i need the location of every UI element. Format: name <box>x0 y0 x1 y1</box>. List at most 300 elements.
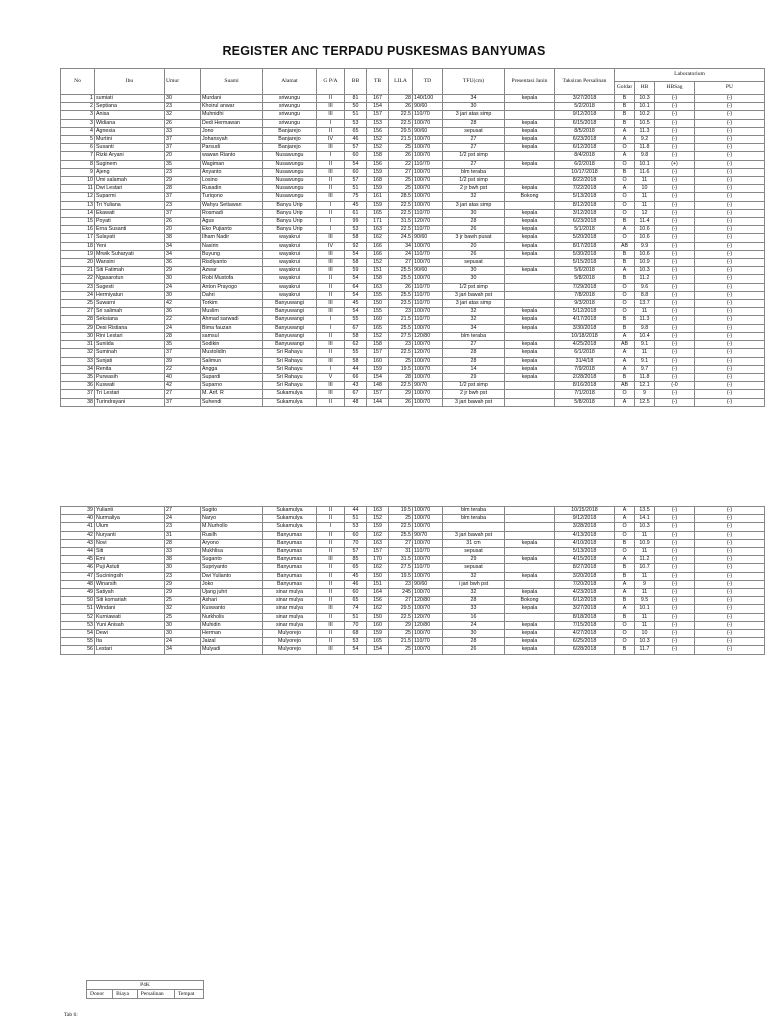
cell-lila: 27 <box>389 539 413 547</box>
cell-taksiran: 6/12/2018 <box>555 144 615 152</box>
cell-tfu: blm teraba <box>443 168 505 176</box>
cell-goldar: A <box>615 332 635 340</box>
cell-pu: (-) <box>695 168 765 176</box>
cell-lila: 22.5 <box>389 613 413 621</box>
cell-bb: 62 <box>345 341 367 349</box>
table-row <box>61 589 765 597</box>
cell-td: 100/70 <box>413 193 443 201</box>
cell-umur: 24 <box>165 283 201 291</box>
cell-alamat: Banyumas <box>263 531 317 539</box>
p4k-table <box>86 980 204 999</box>
cell-bb: 66 <box>345 373 367 381</box>
cell-hb: 10.3 <box>635 523 655 531</box>
cell-tfu: 30 <box>443 630 505 638</box>
cell-taksiran: 4/13/2018 <box>555 531 615 539</box>
cell-tfu: sepusat <box>443 548 505 556</box>
cell-tb: 162 <box>367 564 389 572</box>
cell-bb: 51 <box>345 515 367 523</box>
cell-taksiran: 5/13/2018 <box>555 193 615 201</box>
cell-pu: (-) <box>695 597 765 605</box>
cell-bb: 48 <box>345 398 367 406</box>
cell-taksiran: 7/22/2018 <box>555 185 615 193</box>
cell-hb: 10.2 <box>635 111 655 119</box>
register-rows-part-1 <box>61 95 765 407</box>
cell-presentasi <box>505 152 555 160</box>
cell-tb: 150 <box>367 300 389 308</box>
cell-lila: 25 <box>389 646 413 654</box>
cell-hbsag: (-) <box>655 515 695 523</box>
header-td: TD <box>413 69 443 95</box>
cell-td: 100/70 <box>413 185 443 193</box>
cell-gpa: I <box>317 324 345 332</box>
cell-goldar: AB <box>615 341 635 349</box>
cell-gpa: III <box>317 193 345 201</box>
cell-lila: 22.5 <box>389 523 413 531</box>
cell-alamat: Banyuwangi <box>263 300 317 308</box>
cell-gpa: II <box>317 291 345 299</box>
header-no: No <box>61 69 95 95</box>
cell-alamat: Banyumas <box>263 572 317 580</box>
cell-no: 44 <box>61 548 95 556</box>
cell-lila: 25 <box>389 144 413 152</box>
cell-goldar: O <box>615 548 635 556</box>
cell-umur: 22 <box>165 365 201 373</box>
cell-suami: wawan Rianto <box>201 152 263 160</box>
cell-td: 100/70 <box>413 630 443 638</box>
cell-lila: 21.5 <box>389 136 413 144</box>
cell-bb: 51 <box>345 613 367 621</box>
cell-no: 21 <box>61 267 95 275</box>
cell-hb: 12.5 <box>635 398 655 406</box>
cell-hbsag: (-) <box>655 201 695 209</box>
cell-td: 110/70 <box>413 300 443 308</box>
cell-pu: (-) <box>695 638 765 646</box>
cell-bb: 55 <box>345 349 367 357</box>
cell-suami: Kuswanto <box>201 605 263 613</box>
cell-pu: (-) <box>695 275 765 283</box>
cell-ibu: Siti Fatimah <box>95 267 165 275</box>
cell-alamat: wayakrui <box>263 242 317 250</box>
cell-td: 110/70 <box>413 226 443 234</box>
cell-pu: (-) <box>695 580 765 588</box>
cell-hbsag: (-) <box>655 209 695 217</box>
cell-umur: 29 <box>165 580 201 588</box>
cell-presentasi: kepala <box>505 185 555 193</box>
cell-bb: 57 <box>345 144 367 152</box>
cell-tb: 157 <box>367 349 389 357</box>
cell-pu: (-) <box>695 539 765 547</box>
cell-umur: 32 <box>165 111 201 119</box>
cell-ibu: Erna Susanti <box>95 226 165 234</box>
cell-lila: 27.5 <box>389 564 413 572</box>
cell-bb: 53 <box>345 523 367 531</box>
cell-hbsag: (-) <box>655 127 695 135</box>
cell-presentasi: kepala <box>505 539 555 547</box>
cell-umur: 27 <box>165 390 201 398</box>
cell-presentasi <box>505 332 555 340</box>
cell-tb: 156 <box>367 597 389 605</box>
cell-gpa: IV <box>317 136 345 144</box>
cell-suami: Agus <box>201 218 263 226</box>
cell-presentasi <box>505 275 555 283</box>
cell-hb: 10.5 <box>635 119 655 127</box>
cell-lila: 25.5 <box>389 324 413 332</box>
cell-umur: 36 <box>165 308 201 316</box>
cell-goldar: O <box>615 193 635 201</box>
cell-pu: (-) <box>695 160 765 168</box>
cell-presentasi <box>505 382 555 390</box>
cell-gpa: III <box>317 144 345 152</box>
cell-umur: 26 <box>165 218 201 226</box>
cell-lila: 22.5 <box>389 119 413 127</box>
cell-td: 110/70 <box>413 250 443 258</box>
cell-pu: (-) <box>695 308 765 316</box>
cell-suami: samsul <box>201 332 263 340</box>
cell-hbsag: (-) <box>655 324 695 332</box>
cell-ibu: Ulum <box>95 523 165 531</box>
cell-alamat: Banyuwangi <box>263 324 317 332</box>
cell-hbsag: (-) <box>655 218 695 226</box>
cell-umur: 37 <box>165 193 201 201</box>
cell-tb: 162 <box>367 531 389 539</box>
cell-lila: 23.5 <box>389 300 413 308</box>
cell-alamat: Nusawungu <box>263 185 317 193</box>
tab-label: Tab 6: <box>64 1012 78 1018</box>
cell-no: 15 <box>61 218 95 226</box>
cell-lila: 25 <box>389 185 413 193</box>
cell-lila: 26 <box>389 103 413 111</box>
table-row <box>61 357 765 365</box>
cell-tb: 150 <box>367 613 389 621</box>
cell-ibu: Yeni <box>95 242 165 250</box>
cell-umur: 35 <box>165 341 201 349</box>
cell-pu: (-) <box>695 556 765 564</box>
cell-umur: 24 <box>165 515 201 523</box>
cell-alamat: wayakrui <box>263 259 317 267</box>
table-row <box>61 234 765 242</box>
cell-lila: 22.5 <box>389 382 413 390</box>
cell-suami: Rusadin <box>201 185 263 193</box>
cell-taksiran: 10/17/2018 <box>555 168 615 176</box>
cell-tfu: 28 <box>443 357 505 365</box>
cell-umur: 34 <box>165 242 201 250</box>
cell-alamat: Banyuwangi <box>263 332 317 340</box>
cell-gpa: III <box>317 267 345 275</box>
cell-alamat: wayakrui <box>263 267 317 275</box>
cell-hb: 10.1 <box>635 103 655 111</box>
table-row <box>61 621 765 629</box>
cell-hb: 11.8 <box>635 373 655 381</box>
cell-ibu: Nuryanti <box>95 531 165 539</box>
cell-taksiran: 6/15/2018 <box>555 119 615 127</box>
cell-ibu: Siti <box>95 548 165 556</box>
cell-tfu: 26 <box>443 250 505 258</box>
cell-taksiran: 5/6/2018 <box>555 267 615 275</box>
cell-hb: 11 <box>635 308 655 316</box>
table-row <box>61 630 765 638</box>
cell-presentasi: kepala <box>505 119 555 127</box>
cell-alamat: wayakrui <box>263 250 317 258</box>
cell-hb: 14.1 <box>635 515 655 523</box>
header-bb: BB <box>345 69 367 95</box>
cell-tb: 160 <box>367 621 389 629</box>
cell-taksiran: 6/25/2018 <box>555 638 615 646</box>
cell-alamat: Banyumas <box>263 564 317 572</box>
cell-ibu: Suminah <box>95 349 165 357</box>
cell-alamat: Banyu Urip <box>263 218 317 226</box>
cell-hbsag: (-) <box>655 630 695 638</box>
cell-pu: (-) <box>695 185 765 193</box>
cell-ibu: Windani <box>95 605 165 613</box>
cell-suami: Azwar <box>201 267 263 275</box>
cell-alamat: Sri Rahayu <box>263 373 317 381</box>
cell-no: 49 <box>61 589 95 597</box>
cell-hbsag: (-) <box>655 259 695 267</box>
cell-presentasi: kepala <box>505 308 555 316</box>
cell-lila: 23 <box>389 308 413 316</box>
cell-gpa: II <box>317 572 345 580</box>
cell-tfu: 32 <box>443 589 505 597</box>
cell-no: 5 <box>61 136 95 144</box>
cell-no: 39 <box>61 507 95 515</box>
cell-pu: (-) <box>695 259 765 267</box>
cell-gpa: III <box>317 103 345 111</box>
cell-goldar: A <box>615 605 635 613</box>
cell-tfu: 34 <box>443 324 505 332</box>
header-umur: Umur <box>165 69 201 95</box>
cell-no: 13 <box>61 201 95 209</box>
cell-ibu: Dwi Lestari <box>95 185 165 193</box>
cell-taksiran: 5/13/2018 <box>555 548 615 556</box>
cell-tfu: blm teraba <box>443 515 505 523</box>
cell-gpa: V <box>317 373 345 381</box>
cell-presentasi <box>505 111 555 119</box>
cell-goldar: O <box>615 144 635 152</box>
cell-alamat: wayakrui <box>263 291 317 299</box>
cell-alamat: sinar mulya <box>263 605 317 613</box>
cell-hb: 12 <box>635 209 655 217</box>
cell-bb: 85 <box>345 556 367 564</box>
cell-td: 90/60 <box>413 103 443 111</box>
cell-hbsag: (-) <box>655 103 695 111</box>
cell-hbsag: (-) <box>655 349 695 357</box>
cell-ibu: Ngasarotun <box>95 275 165 283</box>
header-suami: Suami <box>201 69 263 95</box>
cell-tb: 157 <box>367 111 389 119</box>
cell-no: 3 <box>61 119 95 127</box>
cell-lila: 34 <box>389 242 413 250</box>
cell-tfu: 28 <box>443 638 505 646</box>
cell-td: 110/70 <box>413 638 443 646</box>
cell-hbsag: (-) <box>655 365 695 373</box>
cell-suami: Risdiyanto <box>201 259 263 267</box>
table-row <box>61 349 765 357</box>
cell-bb: 65 <box>345 597 367 605</box>
cell-taksiran: 6/23/2018 <box>555 218 615 226</box>
cell-hbsag: (-) <box>655 300 695 308</box>
cell-td: 110/70 <box>413 548 443 556</box>
table-row <box>61 242 765 250</box>
cell-presentasi: kepala <box>505 316 555 324</box>
cell-pu: (-) <box>695 548 765 556</box>
cell-ibu: Sunjati <box>95 357 165 365</box>
cell-pu: (-) <box>695 218 765 226</box>
cell-lila: 19.5 <box>389 365 413 373</box>
table-row <box>61 539 765 547</box>
table-row <box>61 259 765 267</box>
cell-presentasi: kepala <box>505 209 555 217</box>
cell-td: 100/70 <box>413 523 443 531</box>
cell-umur: 23 <box>165 523 201 531</box>
cell-suami: Salimun <box>201 357 263 365</box>
cell-bb: 45 <box>345 300 367 308</box>
table-row <box>61 316 765 324</box>
cell-goldar: A <box>615 556 635 564</box>
cell-taksiran: 6/2/2018 <box>555 160 615 168</box>
cell-bb: 92 <box>345 242 367 250</box>
cell-umur: 30 <box>165 275 201 283</box>
cell-umur: 34 <box>165 250 201 258</box>
cell-tfu: 30 <box>443 267 505 275</box>
cell-tb: 153 <box>367 119 389 127</box>
cell-gpa: I <box>317 119 345 127</box>
cell-presentasi <box>505 564 555 572</box>
cell-alamat: Sri Rahayu <box>263 365 317 373</box>
cell-taksiran: 8/18/2018 <box>555 613 615 621</box>
cell-hbsag: (-) <box>655 308 695 316</box>
cell-alamat: Sukamulya <box>263 390 317 398</box>
cell-presentasi: kepala <box>505 646 555 654</box>
cell-no: 23 <box>61 283 95 291</box>
cell-goldar: O <box>615 291 635 299</box>
cell-td: 110/70 <box>413 316 443 324</box>
cell-goldar: A <box>615 136 635 144</box>
table-row <box>61 324 765 332</box>
cell-tfu: 3 jari atas simp <box>443 111 505 119</box>
cell-suami: Anton Prayogo <box>201 283 263 291</box>
cell-goldar: AB <box>615 242 635 250</box>
cell-pu: (-) <box>695 373 765 381</box>
cell-lila: 29.5 <box>389 605 413 613</box>
cell-umur: 23 <box>165 201 201 209</box>
cell-taksiran: 9/12/2018 <box>555 111 615 119</box>
cell-tb: 165 <box>367 638 389 646</box>
header-tfu: TFU(cm) <box>443 69 505 95</box>
cell-hbsag: (-) <box>655 250 695 258</box>
cell-tfu: sepusat <box>443 564 505 572</box>
cell-umur: 22 <box>165 316 201 324</box>
cell-umur: 32 <box>165 605 201 613</box>
cell-ibu: Suginem <box>95 160 165 168</box>
cell-hbsag: (-) <box>655 373 695 381</box>
table-row <box>61 144 765 152</box>
cell-no: 25 <box>61 300 95 308</box>
cell-ibu: Sugesti <box>95 283 165 291</box>
cell-taksiran: 6/28/2018 <box>555 646 615 654</box>
cell-goldar: B <box>615 539 635 547</box>
cell-lila: 25.5 <box>389 267 413 275</box>
cell-suami: Herman <box>201 630 263 638</box>
cell-tfu: 2 jr bwh pst <box>443 390 505 398</box>
cell-pu: (-) <box>695 523 765 531</box>
cell-pu: (-) <box>695 564 765 572</box>
cell-lila: 31.5 <box>389 218 413 226</box>
cell-gpa: II <box>317 275 345 283</box>
cell-pu: (-) <box>695 589 765 597</box>
cell-no: 35 <box>61 373 95 381</box>
cell-td: 100/70 <box>413 242 443 250</box>
cell-hb: 11.2 <box>635 275 655 283</box>
cell-gpa: II <box>317 597 345 605</box>
cell-presentasi <box>505 259 555 267</box>
cell-no: 12 <box>61 193 95 201</box>
anc-register-table <box>60 68 765 407</box>
cell-hbsag: (-) <box>655 185 695 193</box>
cell-pu: (-) <box>695 283 765 291</box>
cell-hb: 10 <box>635 185 655 193</box>
cell-bb: 54 <box>345 250 367 258</box>
cell-lila: 26 <box>389 152 413 160</box>
cell-alamat: sinar mulya <box>263 613 317 621</box>
cell-goldar: A <box>615 515 635 523</box>
cell-suami: Mukhlisa <box>201 548 263 556</box>
cell-ibu: Mrwik Suharyati <box>95 250 165 258</box>
cell-taksiran: 10/15/2018 <box>555 507 615 515</box>
cell-suami: Suhendi <box>201 398 263 406</box>
table-row <box>61 136 765 144</box>
cell-ibu: Tri Yuliana <box>95 201 165 209</box>
cell-hb: 10.9 <box>635 259 655 267</box>
cell-td: 100/70 <box>413 275 443 283</box>
cell-suami: Ashari <box>201 597 263 605</box>
header-alamat: Alamat <box>263 69 317 95</box>
cell-hb: 9.6 <box>635 283 655 291</box>
cell-tfu: 28 <box>443 349 505 357</box>
cell-gpa: I <box>317 152 345 160</box>
table-row <box>61 382 765 390</box>
cell-lila: 29 <box>389 390 413 398</box>
cell-taksiran: 5/8/2018 <box>555 398 615 406</box>
table-row <box>61 572 765 580</box>
cell-tfu: sepusat <box>443 259 505 267</box>
cell-no: 29 <box>61 324 95 332</box>
cell-pu: (-) <box>695 300 765 308</box>
cell-pu: (-) <box>695 507 765 515</box>
cell-no: 53 <box>61 621 95 629</box>
cell-presentasi <box>505 283 555 291</box>
cell-lila: 24.5 <box>389 234 413 242</box>
cell-goldar: B <box>615 613 635 621</box>
cell-hbsag: (-) <box>655 523 695 531</box>
cell-td: 100/70 <box>413 605 443 613</box>
cell-suami: Ilham Nadir <box>201 234 263 242</box>
cell-td: 120/80 <box>413 621 443 629</box>
cell-ibu: Dewi <box>95 630 165 638</box>
cell-umur: 30 <box>165 564 201 572</box>
cell-no: 31 <box>61 341 95 349</box>
cell-td: 120/70 <box>413 218 443 226</box>
cell-taksiran: 6/12/2018 <box>555 597 615 605</box>
cell-umur: 33 <box>165 548 201 556</box>
cell-pu: (-) <box>695 250 765 258</box>
cell-no: 27 <box>61 308 95 316</box>
cell-no: 8 <box>61 160 95 168</box>
cell-presentasi: kepala <box>505 589 555 597</box>
cell-presentasi: kepala <box>505 621 555 629</box>
cell-presentasi: kepala <box>505 160 555 168</box>
cell-taksiran: 8/17/2018 <box>555 242 615 250</box>
cell-suami: Losino <box>201 177 263 185</box>
